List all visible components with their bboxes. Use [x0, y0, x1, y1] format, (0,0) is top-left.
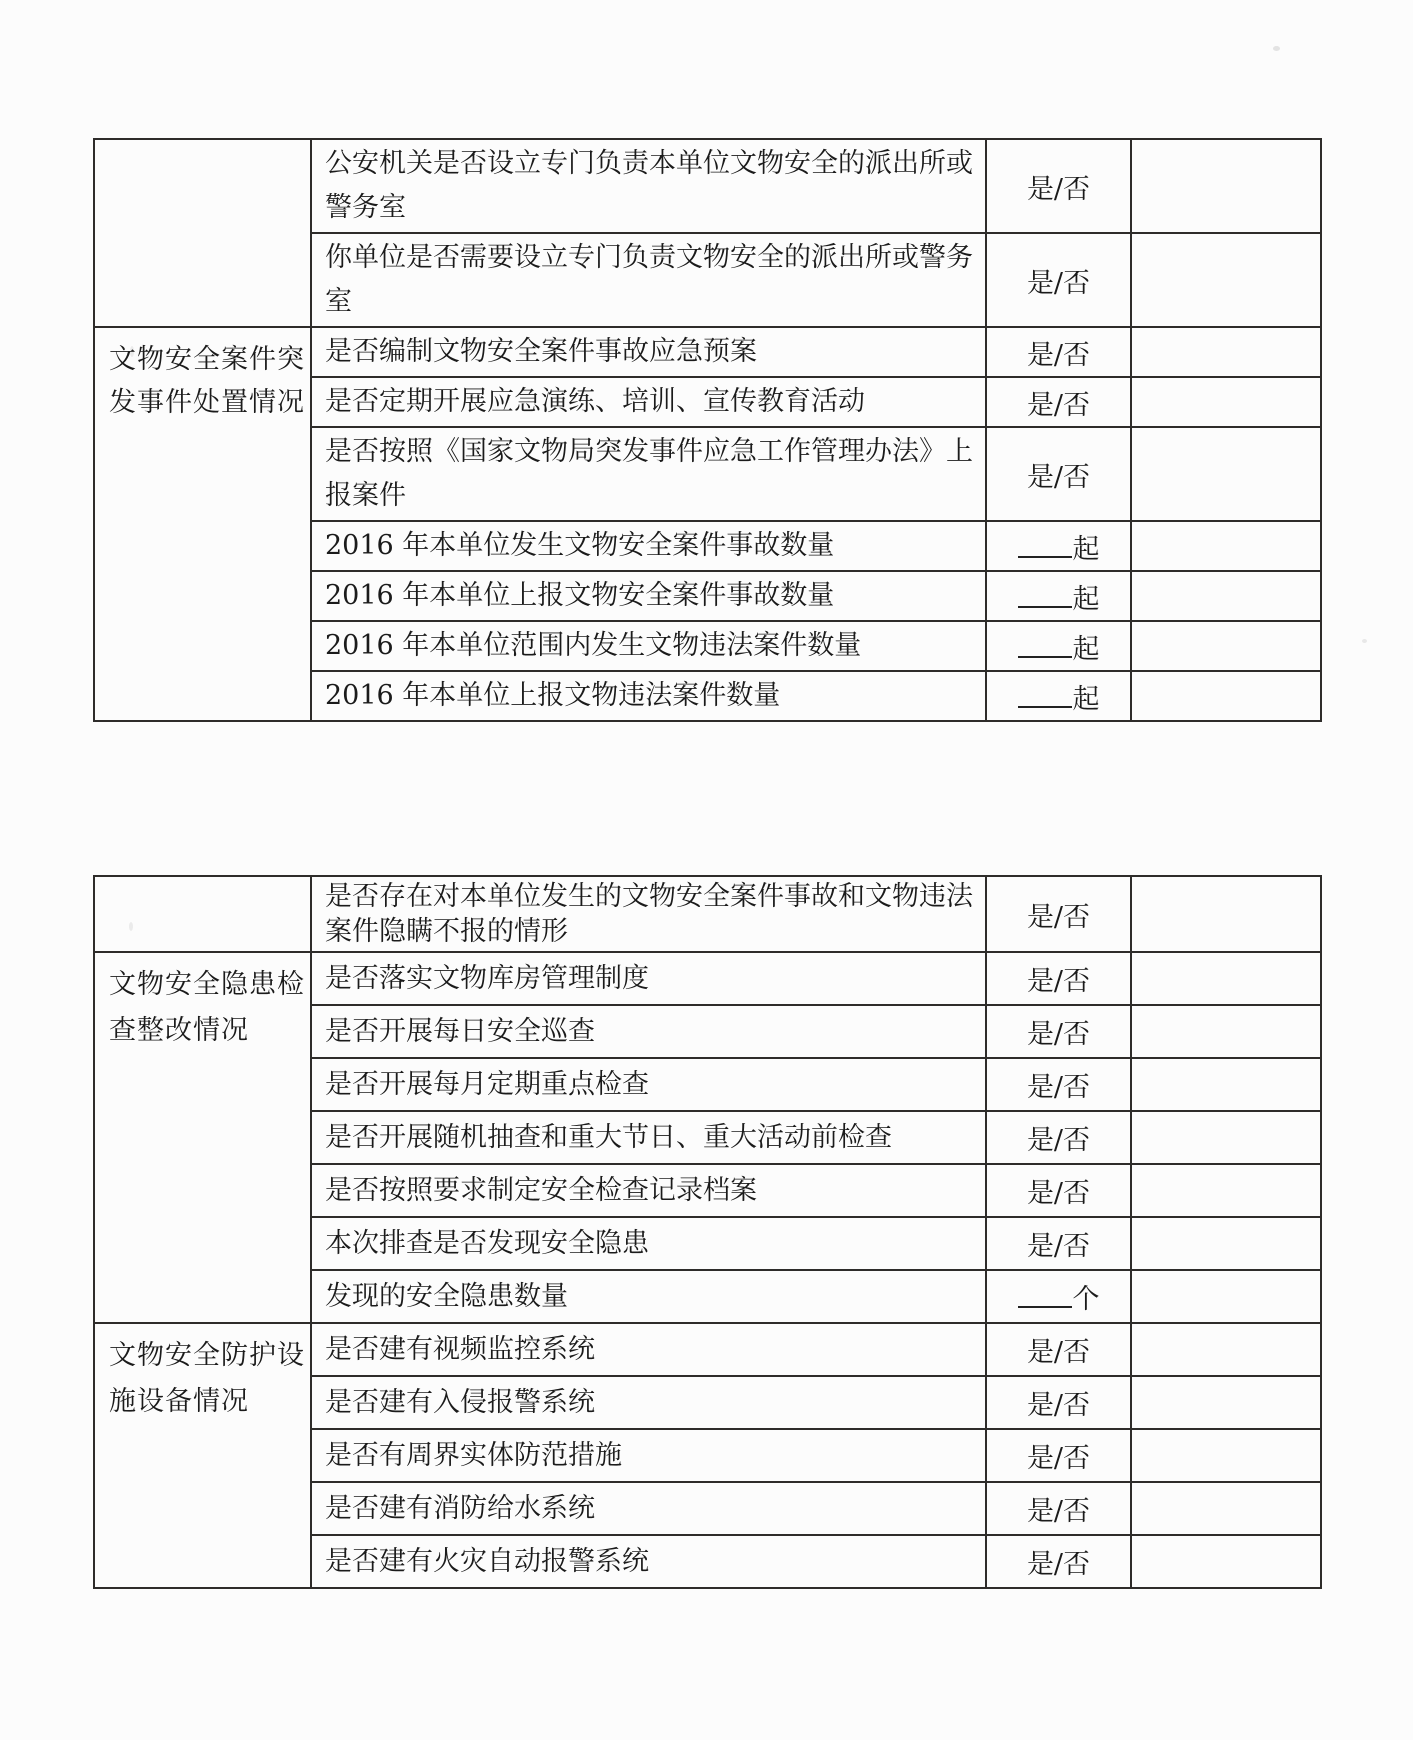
- question-cell: 本次排查是否发现安全隐患: [311, 1217, 986, 1270]
- table-row: [94, 952, 1321, 1005]
- notes-cell: [1131, 1429, 1321, 1482]
- yes-no-answer: 是/否: [1026, 461, 1091, 493]
- answer-cell: [986, 233, 1131, 327]
- table-row: [94, 1323, 1321, 1376]
- table-row: [94, 139, 1321, 233]
- yes-no-answer: 是/否: [1026, 1549, 1091, 1580]
- answer-cell: [986, 377, 1131, 427]
- unit-label: 起: [1072, 633, 1100, 665]
- blank-answer-line: [1018, 1306, 1072, 1308]
- notes-cell: [1131, 571, 1321, 621]
- group-label-cell-empty: [94, 876, 311, 952]
- question-cell: 2016 年本单位发生文物安全案件事故数量: [311, 521, 986, 571]
- answer-cell: [986, 876, 1131, 952]
- notes-cell: [1131, 1058, 1321, 1111]
- question-cell: 是否开展随机抽查和重大节日、重大活动前检查: [311, 1111, 986, 1164]
- survey-table-top: [93, 138, 1322, 722]
- question-cell: 是否存在对本单位发生的文物安全案件事故和文物违法案件隐瞒不报的情形: [311, 876, 986, 952]
- yes-no-answer: 是/否: [1026, 389, 1091, 421]
- question-cell: 是否定期开展应急演练、培训、宣传教育活动: [311, 377, 986, 427]
- question-cell: 是否建有火灾自动报警系统: [311, 1535, 986, 1588]
- blank-answer-line: [1018, 656, 1072, 658]
- table-row: [94, 876, 1321, 952]
- group-label-cell: 文物安全隐患检查整改情况: [94, 952, 311, 1323]
- yes-no-answer: 是/否: [1026, 1231, 1091, 1262]
- table-row: [94, 327, 1321, 377]
- yes-no-answer: 是/否: [1026, 1390, 1091, 1421]
- answer-cell: [986, 1482, 1131, 1535]
- notes-cell: [1131, 521, 1321, 571]
- notes-cell: [1131, 1323, 1321, 1376]
- question-cell: 是否开展每月定期重点检查: [311, 1058, 986, 1111]
- group-label-cell: 文物安全防护设施设备情况: [94, 1323, 311, 1588]
- notes-cell: [1131, 327, 1321, 377]
- answer-cell: [986, 952, 1131, 1005]
- question-cell: 是否编制文物安全案件事故应急预案: [311, 327, 986, 377]
- notes-cell: [1131, 1482, 1321, 1535]
- notes-cell: [1131, 1270, 1321, 1323]
- answer-cell: [986, 1535, 1131, 1588]
- question-cell: 你单位是否需要设立专门负责文物安全的派出所或警务室: [311, 233, 986, 327]
- question-cell: 是否按照《国家文物局突发事件应急工作管理办法》上报案件: [311, 427, 986, 521]
- unit-label: 起: [1072, 683, 1100, 715]
- yes-no-answer: 是/否: [1026, 966, 1091, 997]
- notes-cell: [1131, 1111, 1321, 1164]
- answer-cell: [986, 1429, 1131, 1482]
- question-cell: 发现的安全隐患数量: [311, 1270, 986, 1323]
- question-cell: 是否建有消防给水系统: [311, 1482, 986, 1535]
- group-label-cell: 文物安全案件突发事件处置情况: [94, 327, 311, 721]
- answer-cell: [986, 1270, 1131, 1323]
- yes-no-answer: 是/否: [1026, 1443, 1091, 1474]
- unit-label: 起: [1072, 533, 1100, 565]
- question-cell: 2016 年本单位上报文物违法案件数量: [311, 671, 986, 721]
- notes-cell: [1131, 876, 1321, 952]
- group-label-cell-empty: [94, 139, 311, 327]
- notes-cell: [1131, 233, 1321, 327]
- answer-cell: [986, 671, 1131, 721]
- notes-cell: [1131, 1376, 1321, 1429]
- answer-cell: [986, 1111, 1131, 1164]
- answer-cell: [986, 571, 1131, 621]
- answer-cell: [986, 1323, 1131, 1376]
- question-cell: 是否建有入侵报警系统: [311, 1376, 986, 1429]
- notes-cell: [1131, 1535, 1321, 1588]
- notes-cell: [1131, 621, 1321, 671]
- answer-cell: [986, 521, 1131, 571]
- notes-cell: [1131, 1164, 1321, 1217]
- answer-cell: [986, 1005, 1131, 1058]
- yes-no-answer: 是/否: [1026, 1178, 1091, 1209]
- yes-no-answer: 是/否: [1026, 1019, 1091, 1050]
- yes-no-answer: 是/否: [1026, 339, 1091, 371]
- answer-cell: [986, 1058, 1131, 1111]
- answer-cell: [986, 427, 1131, 521]
- notes-cell: [1131, 1217, 1321, 1270]
- yes-no-answer: 是/否: [1026, 1337, 1091, 1368]
- scan-artifact: [1362, 639, 1367, 643]
- question-cell: 2016 年本单位范围内发生文物违法案件数量: [311, 621, 986, 671]
- blank-answer-line: [1018, 706, 1072, 708]
- yes-no-answer: 是/否: [1026, 1072, 1091, 1103]
- yes-no-answer: 是/否: [1026, 267, 1091, 299]
- question-cell: 是否开展每日安全巡查: [311, 1005, 986, 1058]
- scan-artifact: [1273, 46, 1280, 51]
- blank-answer-line: [1018, 556, 1072, 558]
- question-cell: 公安机关是否设立专门负责本单位文物安全的派出所或警务室: [311, 139, 986, 233]
- notes-cell: [1131, 1005, 1321, 1058]
- yes-no-answer: 是/否: [1026, 173, 1091, 205]
- notes-cell: [1131, 377, 1321, 427]
- question-cell: 是否有周界实体防范措施: [311, 1429, 986, 1482]
- question-cell: 2016 年本单位上报文物安全案件事故数量: [311, 571, 986, 621]
- blank-answer-line: [1018, 606, 1072, 608]
- notes-cell: [1131, 139, 1321, 233]
- notes-cell: [1131, 952, 1321, 1005]
- notes-cell: [1131, 671, 1321, 721]
- question-cell: 是否建有视频监控系统: [311, 1323, 986, 1376]
- answer-cell: [986, 1164, 1131, 1217]
- survey-table-bottom: [93, 875, 1322, 1589]
- answer-cell: [986, 327, 1131, 377]
- unit-label: 个: [1072, 1284, 1100, 1315]
- unit-label: 起: [1072, 583, 1100, 615]
- yes-no-answer: 是/否: [1026, 1496, 1091, 1527]
- answer-cell: [986, 1217, 1131, 1270]
- question-cell: 是否落实文物库房管理制度: [311, 952, 986, 1005]
- yes-no-answer: 是/否: [1026, 1125, 1091, 1156]
- question-cell: 是否按照要求制定安全检查记录档案: [311, 1164, 986, 1217]
- yes-no-answer: 是/否: [1026, 901, 1091, 933]
- answer-cell: [986, 139, 1131, 233]
- notes-cell: [1131, 427, 1321, 521]
- answer-cell: [986, 621, 1131, 671]
- answer-cell: [986, 1376, 1131, 1429]
